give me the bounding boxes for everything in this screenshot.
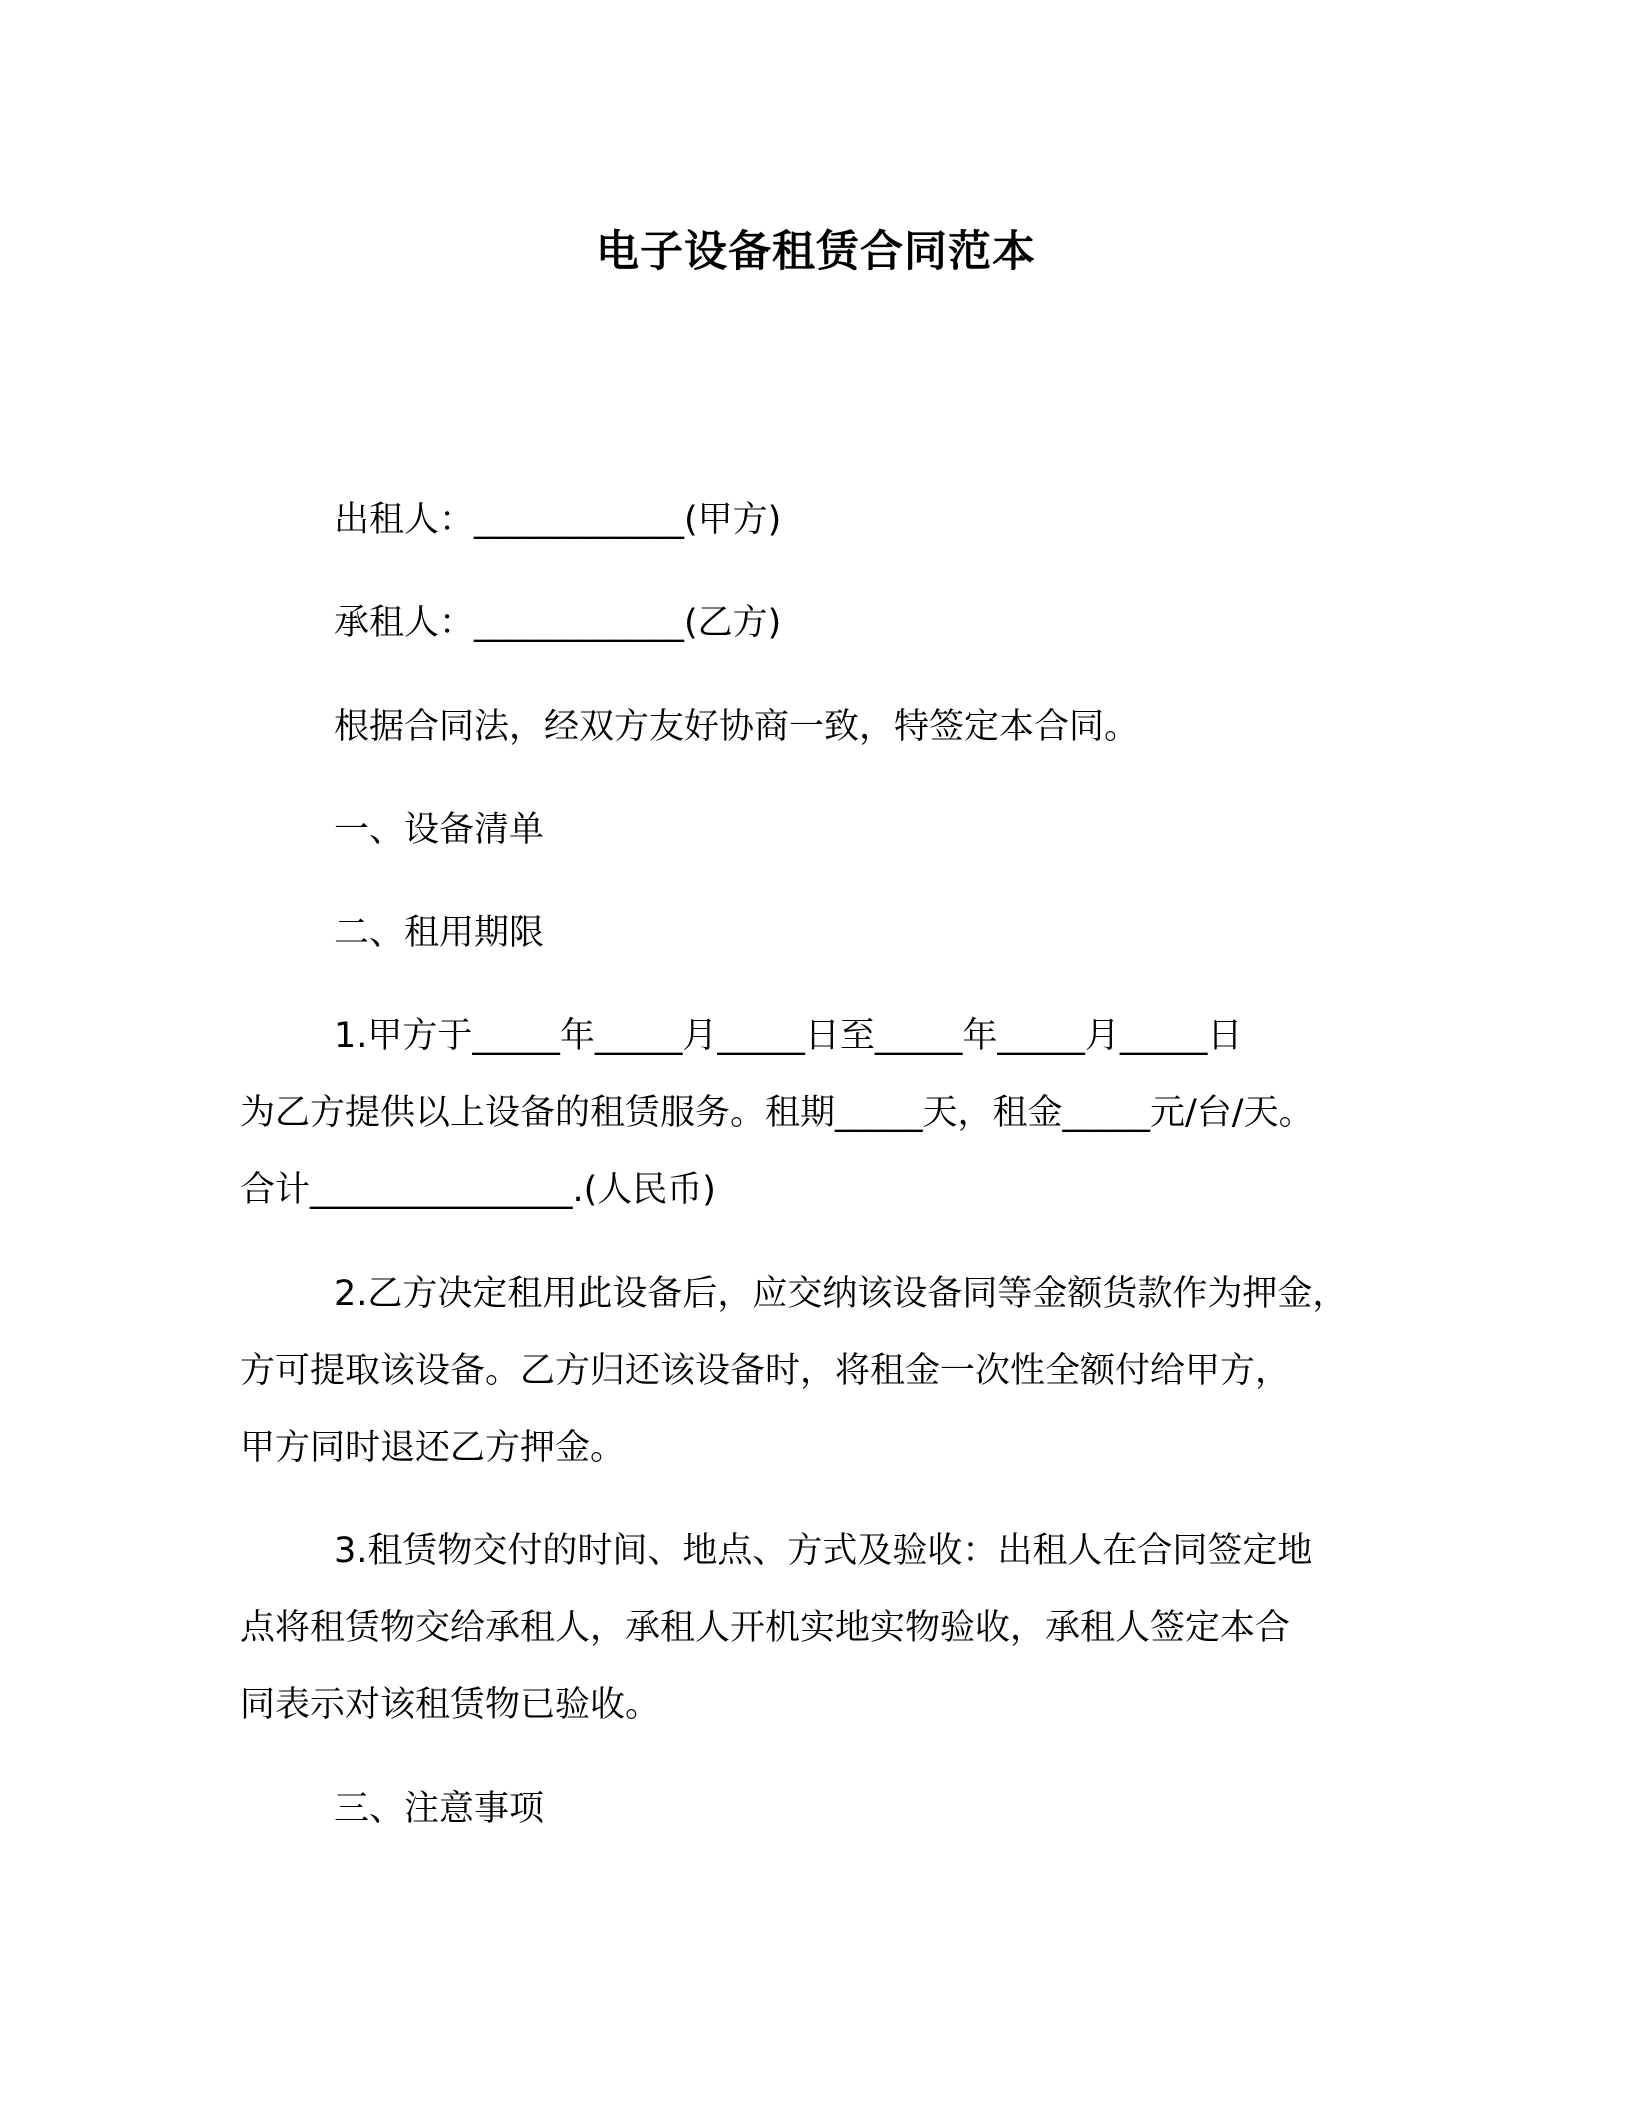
- lessor-line: 出租人：____________(甲方): [334, 500, 782, 540]
- document-title: 电子设备租赁合同范本: [596, 227, 1036, 277]
- clause3-line3: 同表示对该租赁物已验收。: [240, 1685, 661, 1725]
- clause3-line2: 点将租赁物交给承租人，承租人开机实地实物验收，承租人签定本合: [240, 1608, 1291, 1648]
- clause1-line3: 合计_______________.(人民币): [240, 1170, 716, 1210]
- clause1-line1: 1.甲方于_____年_____月_____日至_____年_____月_____日: [334, 1016, 1243, 1056]
- preamble-text: 根据合同法，经双方友好协商一致，特签定本合同。: [334, 707, 1140, 747]
- section-heading-notes: 三、注意事项: [334, 1789, 545, 1829]
- clause1-line2: 为乙方提供以上设备的租赁服务。租期_____天，租金_____元/台/天。: [240, 1093, 1314, 1133]
- section-heading-equipment-list: 一、设备清单: [334, 810, 545, 850]
- clause2-line3: 甲方同时退还乙方押金。: [240, 1428, 626, 1468]
- section-heading-rental-period: 二、租用期限: [334, 913, 545, 953]
- clause3-line1: 3.租赁物交付的时间、地点、方式及验收：出租人在合同签定地: [334, 1531, 1313, 1571]
- clause2-line1: 2.乙方决定租用此设备后，应交纳该设备同等金额货款作为押金，: [334, 1274, 1348, 1314]
- clause2-line2: 方可提取该设备。乙方归还该设备时，将租金一次性全额付给甲方，: [240, 1351, 1291, 1391]
- lessee-line: 承租人：____________(乙方): [334, 603, 782, 643]
